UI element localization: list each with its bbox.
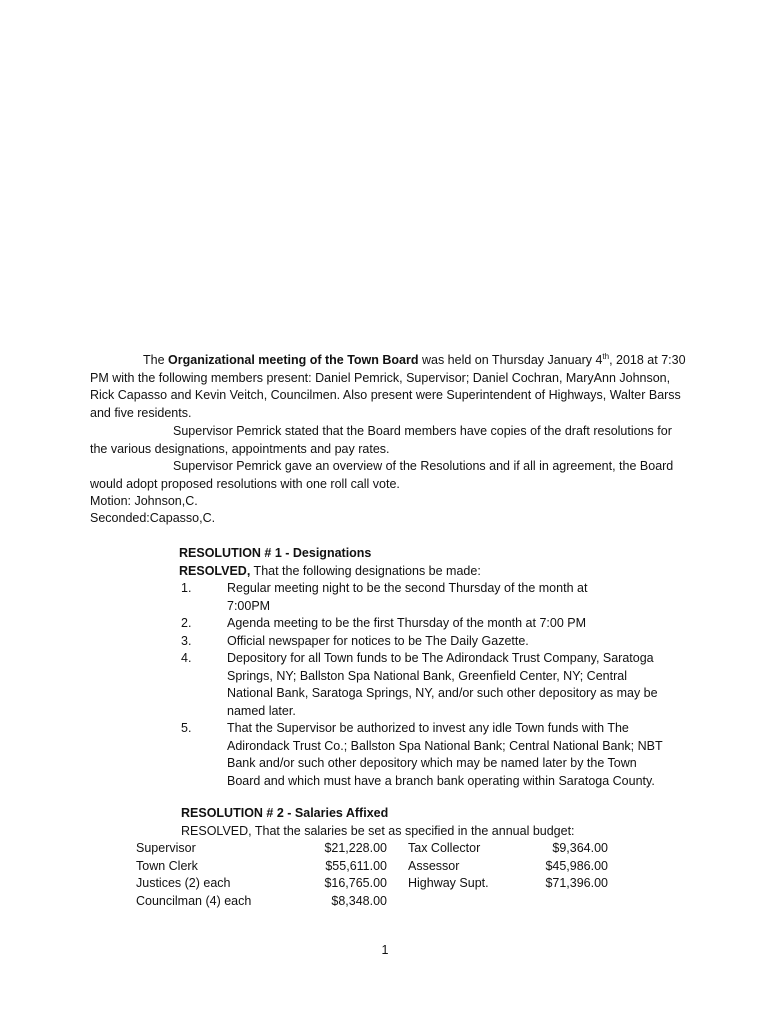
salary-title: Tax Collector: [408, 841, 481, 855]
intro-text-c: was held on Thursday January 4: [418, 353, 603, 367]
overview-paragraph: Supervisor Pemrick gave an overview of the Resolutions and if all in agreement, the Board would adopt proposed resolutions with one roll call vote.: [90, 459, 674, 491]
salary-amount: $55,611.00: [325, 858, 387, 873]
list-number: 2.: [181, 616, 192, 630]
list-text: Depository for all Town funds to be The Adirondack Trust Company, Saratoga Springs, NY; Ballston Spa National Bank, Greenfield Center, NY; Central National Bank, Saratoga Springs, NY, and/or such other depository as may be named later.: [227, 651, 658, 718]
list-item: [179, 633, 699, 651]
intro-text-a: The: [143, 353, 169, 367]
resolution-1-title: RESOLUTION # 1 - Designations: [179, 546, 372, 560]
salary-amount: $21,228.00: [324, 841, 387, 855]
list-number: 1.: [181, 581, 192, 595]
table-row: [136, 875, 608, 893]
resolved-text: That the following designations be made:: [250, 563, 481, 578]
salary-title: Councilman (4) each: [136, 893, 252, 908]
intro-paragraph: [90, 352, 690, 422]
draft-resolutions-paragraph: Supervisor Pemrick stated that the Board members have copies of the draft resolutions for the various designations, appointments and pay rates.: [90, 424, 672, 456]
list-text: That the Supervisor be authorized to invest any idle Town funds with The Adirondack Trust Co.; Ballston Spa National Bank; Central National Bank; NBT Bank and/or such other depository which may be named later by the Town Board and which must have a branch bank operating within Saratoga County.: [227, 721, 663, 788]
motion-line: Motion: Johnson,C.: [90, 494, 198, 508]
list-item: [179, 650, 699, 720]
resolution-2-title: RESOLUTION # 2 - Salaries Affixed: [181, 806, 389, 820]
salary-title: [408, 893, 528, 911]
salary-amount: $9,364.00: [552, 841, 608, 855]
salary-amount: [528, 893, 608, 911]
table-row: [136, 840, 608, 858]
salary-title: Assessor: [408, 858, 460, 873]
seconded-line: Seconded:Capasso,C.: [90, 511, 216, 525]
salary-title: Highway Supt.: [408, 876, 489, 890]
list-item: [179, 580, 699, 615]
intro-text-d: , 2018 at 7:30 PM with the following members present: Daniel Pemrick, Supervisor; Daniel Cochran, MaryAnn Johnson, Rick Capasso and Kevin Veitch, Councilmen. Also present were Superintendent of Highways, Walter Barss and five residents.: [90, 353, 686, 420]
salary-title: Supervisor: [136, 841, 196, 855]
list-text: Regular meeting night to be the second Thursday of the month at 7:00PM: [227, 581, 588, 613]
list-item: [179, 720, 699, 790]
resolution-2: [181, 805, 701, 840]
meeting-title: Organizational meeting of the Town Board: [168, 353, 419, 367]
list-text: Agenda meeting to be the first Thursday of the month at 7:00 PM: [227, 616, 587, 630]
salary-title: Town Clerk: [136, 858, 198, 873]
resolved-label: RESOLVED,: [179, 563, 251, 578]
salary-amount: $71,396.00: [545, 876, 608, 890]
resolution-1: [179, 545, 699, 790]
table-row: [136, 893, 608, 911]
list-number: 4.: [181, 651, 192, 665]
table-row: [136, 858, 608, 876]
list-text: Official newspaper for notices to be The Daily Gazette.: [227, 633, 529, 648]
salary-amount: $45,986.00: [545, 858, 608, 873]
list-number: 3.: [181, 633, 192, 648]
resolution-2-resolved: RESOLVED, That the salaries be set as specified in the annual budget:: [181, 823, 575, 838]
resolution-1-resolved: [179, 563, 699, 581]
date-ordinal: th: [602, 351, 610, 361]
list-number: 5.: [181, 721, 192, 735]
salary-amount: $8,348.00: [331, 893, 387, 908]
page-number: 1: [381, 943, 389, 957]
list-item: [179, 615, 699, 633]
salary-table: [136, 840, 608, 910]
salary-title: Justices (2) each: [136, 876, 231, 890]
salary-amount: $16,765.00: [324, 876, 387, 890]
